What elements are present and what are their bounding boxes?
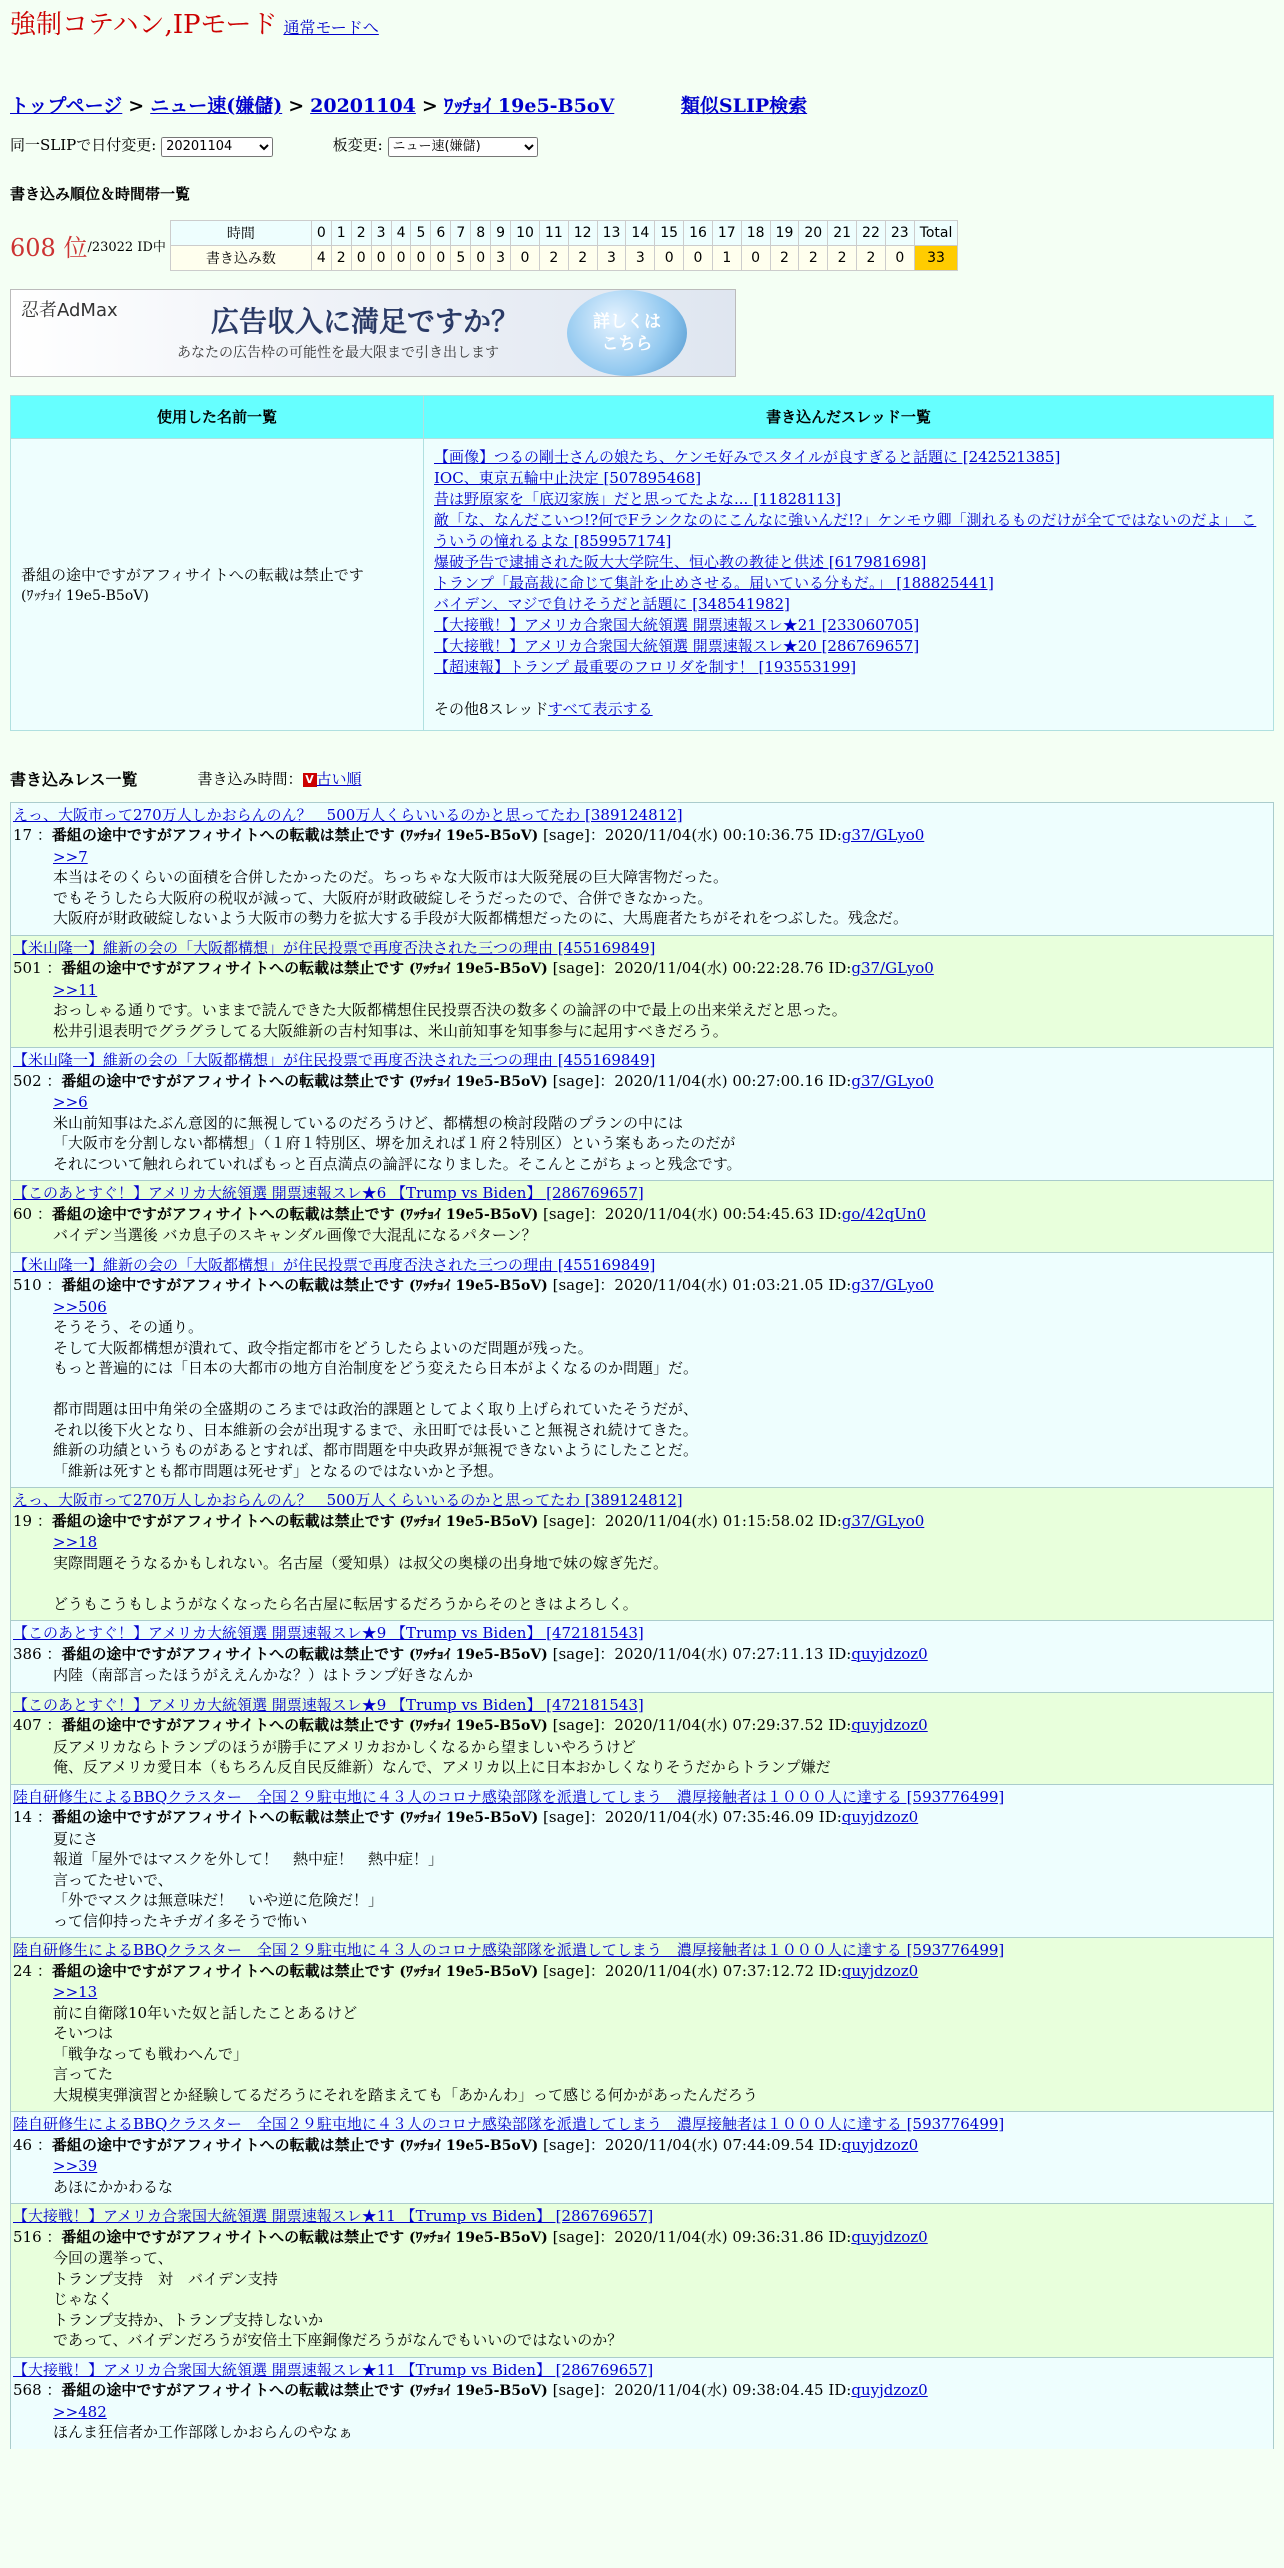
post-number: 516 — [13, 2227, 42, 2246]
post-id-link[interactable]: quyjdzoz0 — [851, 2227, 928, 2246]
post-meta: 24 ：番組の途中ですがアフィサイトへの転載は禁止です (ﾜｯﾁｮｲ 19e5-B5oV) [sage]：2020/11/04(水) 07:37:12.72 ID:quyjdzoz0 — [13, 1961, 919, 1980]
hour-cell: 12 — [568, 220, 597, 245]
post-line: それについて触れられていればもっと百点満点の論評になりました。そこんとこがちょっと残念です。 — [53, 1154, 742, 1173]
thread-list — [434, 447, 1263, 678]
post-info: [sage]：2020/11/04(水) 01:03:21.05 ID: — [552, 1276, 852, 1294]
post-name: 番組の途中ですがアフィサイトへの転載は禁止です — [51, 1204, 395, 1223]
post-body — [53, 1225, 1271, 1246]
post-line: 「維新は死すとも都市問題は死せず」となるのではないかと予想。 — [53, 1461, 504, 1480]
hourly-table — [170, 220, 959, 271]
post-anchor-link[interactable]: >>6 — [53, 1093, 88, 1111]
posts-list — [10, 802, 1274, 2449]
mode-header — [10, 0, 1274, 45]
breadcrumb-board[interactable]: ニュー速(嫌儲) — [150, 95, 283, 117]
name-cell — [11, 438, 424, 730]
sort-order — [198, 768, 362, 789]
post-line: 前に自衛隊10年いた奴と話したことあるけど — [53, 2003, 358, 2022]
post-line: 維新の功績というものがあるとすれば、都市問題を中央政界が無視できないようにしたことだ。 — [53, 1441, 699, 1459]
post-thread-link[interactable]: えっ、大阪市って270万人しかおらんのん？ 500万人くらいいるのかと思ってたわ [389124812] — [13, 1491, 683, 1509]
post-info: [sage]：2020/11/04(水) 00:22:28.76 ID: — [552, 959, 852, 977]
used-name-trip: (ﾜｯﾁｮｲ 19e5-B5oV) — [21, 587, 149, 604]
post-body — [53, 847, 1271, 929]
post-meta: 19 ：番組の途中ですがアフィサイトへの転載は禁止です (ﾜｯﾁｮｲ 19e5-B5oV) [sage]：2020/11/04(水) 01:15:58.02 ID:g37/GLyo0 — [13, 1511, 925, 1530]
rank-total: /23022 ID中 — [87, 239, 166, 255]
post-line: 松井引退表明でグラグラしてる大阪維新の吉村知事は、米山前知事を知事参与に起用すべきだろう。 — [53, 1021, 728, 1040]
ranking-block — [10, 220, 1274, 271]
post-anchor-link[interactable]: >>11 — [53, 980, 98, 999]
mode-title: 強制コテハン,IPモード — [10, 10, 278, 40]
count-cell: 0 — [431, 245, 451, 270]
post-name: 番組の途中ですがアフィサイトへの転載は禁止です — [61, 959, 405, 977]
post-info: [sage]：2020/11/04(水) 09:36:31.86 ID: — [552, 2227, 852, 2246]
hour-cell: 6 — [431, 220, 451, 245]
post-item — [10, 935, 1274, 1048]
date-change-label: 同一SLIPで日付変更: — [10, 136, 157, 154]
post-id-link[interactable]: quyjdzoz0 — [841, 2135, 919, 2154]
post-info: [sage]：2020/11/04(水) 00:10:36.75 ID: — [543, 826, 842, 844]
post-number: 46 — [13, 2135, 33, 2154]
post-line: 都市問題は田中角栄の全盛期のころまでは政治的課題としてよく取り上げられていたそうだが、 — [53, 1400, 699, 1418]
post-trip: (ﾜｯﾁｮｲ 19e5-B5oV) — [399, 828, 539, 844]
post-body — [53, 1665, 1271, 1686]
post-trip: (ﾜｯﾁｮｲ 19e5-B5oV) — [399, 1206, 539, 1223]
ranking-heading: 書き込み順位＆時間帯一覧 — [10, 184, 191, 203]
count-cell: 2 — [770, 245, 799, 270]
post-thread-link[interactable]: 【このあとすぐ！】アメリカ大統領選 開票速報スレ★9 【Trump vs Biden】 [472181543] — [13, 1695, 644, 1714]
post-line: 「外でマスクは無意味だ！ いや逆に危険だ！」 — [53, 1891, 384, 1909]
post-id-link[interactable]: quyjdzoz0 — [841, 1961, 919, 1980]
hour-cell: 17 — [712, 220, 741, 245]
post-id-link[interactable]: g37/GLyo0 — [851, 1071, 934, 1090]
post-trip: (ﾜｯﾁｮｲ 19e5-B5oV) — [399, 1963, 539, 1980]
ad-details-button[interactable] — [567, 290, 687, 376]
post-item — [10, 2111, 1274, 2203]
post-line: トランプ支持 対 バイデン支持 — [53, 2269, 278, 2288]
count-cell: 0 — [471, 245, 491, 270]
post-body — [53, 1829, 1271, 1932]
ad-subtext: あなたの広告枠の可能性を最大限まで引き出します — [177, 344, 499, 361]
post-trip: (ﾜｯﾁｮｲ 19e5-B5oV) — [408, 961, 548, 977]
post-id-link[interactable]: quyjdzoz0 — [851, 1716, 928, 1734]
count-cell: 3 — [491, 245, 511, 270]
post-name: 番組の途中ですがアフィサイトへの転載は禁止です — [61, 2227, 405, 2246]
more-threads-count: その他8スレッド — [434, 699, 548, 718]
hour-cell: 11 — [539, 220, 568, 245]
post-body — [53, 1737, 1271, 1778]
post-line: おっしゃる通りです。いままで読んできた大阪都構想住民投票否決の数多くの論評の中で最上の出来栄えだと思った。 — [53, 1001, 847, 1019]
count-cell: 0 — [371, 245, 391, 270]
post-line: 言ってたせいで、 — [53, 1870, 173, 1889]
count-cell: 3 — [597, 245, 626, 270]
hour-cell: 15 — [655, 220, 684, 245]
post-body — [53, 2156, 1271, 2197]
post-number: 386 — [13, 1644, 42, 1663]
sort-down-icon[interactable]: V — [303, 773, 317, 787]
post-meta: 17 ：番組の途中ですがアフィサイトへの転載は禁止です (ﾜｯﾁｮｲ 19e5-B5oV) [sage]：2020/11/04(水) 00:10:36.75 ID:g37/GLyo0 — [13, 826, 925, 844]
post-id-link[interactable]: quyjdzoz0 — [851, 1644, 928, 1663]
ad-headline: 広告収入に満足ですか？ — [211, 304, 520, 338]
time-label: 時間 — [170, 220, 311, 245]
post-line: であって、バイデンだろうが安倍土下座銅像だろうがなんでもいいのではないのか？ — [53, 2331, 623, 2349]
post-line: 報道「屋外ではマスクを外して！ 熱中症！ 熱中症！」 — [53, 1850, 444, 1868]
post-meta: 386 ：番組の途中ですがアフィサイトへの転載は禁止です (ﾜｯﾁｮｲ 19e5-B5oV) [sage]：2020/11/04(水) 07:27:11.13 ID:quyjdzoz0 — [13, 1644, 928, 1663]
thread-link[interactable]: 【大接戦！】アメリカ合衆国大統領選 開票速報スレ★20 [286769657] — [434, 636, 920, 655]
post-line: 米山前知事はたぶん意図的に無視しているのだろうけど、都構想の検討段階のプランの中には — [53, 1113, 684, 1132]
post-item — [10, 2357, 1274, 2449]
post-thread-link[interactable]: 陸自研修生によるBBQクラスター 全国２９駐屯地に４３人のコロナ感染部隊を派遣してしまう 濃厚接触者は１０００人に達する [593776499] — [13, 2115, 1005, 2133]
post-item — [10, 1692, 1274, 1784]
post-body — [53, 2248, 1271, 2351]
rank-cell — [10, 220, 170, 271]
post-item — [10, 1937, 1274, 2111]
ad-details-label: 詳しくは こちら — [593, 311, 661, 354]
count-cell: 1 — [712, 245, 741, 270]
post-number: 501 — [13, 959, 42, 977]
post-meta: 568 ：番組の途中ですがアフィサイトへの転載は禁止です (ﾜｯﾁｮｲ 19e5-B5oV) [sage]：2020/11/04(水) 09:38:04.45 ID:quyjdzoz0 — [13, 2381, 928, 2399]
post-trip: (ﾜｯﾁｮｲ 19e5-B5oV) — [399, 1513, 539, 1530]
post-id-link[interactable]: g37/GLyo0 — [841, 826, 925, 844]
post-line: そうそう、その通り。 — [53, 1318, 204, 1336]
hour-cell: 20 — [799, 220, 828, 245]
post-trip: (ﾜｯﾁｮｲ 19e5-B5oV) — [408, 1718, 548, 1734]
count-cell: 0 — [391, 245, 411, 270]
threads-cell — [424, 438, 1274, 730]
post-trip: (ﾜｯﾁｮｲ 19e5-B5oV) — [408, 1073, 548, 1090]
hour-cell: 3 — [371, 220, 391, 245]
post-number: 24 — [13, 1961, 33, 1980]
post-line: でもそうしたら大阪府の税収が減って、大阪府が財政破綻しそうだったので、合併できなかった。 — [53, 888, 713, 907]
hour-cell: 23 — [885, 220, 914, 245]
sort-oldest-link[interactable]: 古い順 — [316, 769, 362, 788]
post-info: [sage]：2020/11/04(水) 09:38:04.45 ID: — [552, 2381, 852, 2399]
post-number: 60 — [13, 1204, 33, 1223]
ad-banner[interactable] — [10, 289, 736, 377]
count-cell: 0 — [511, 245, 540, 270]
post-item — [10, 1784, 1274, 1938]
count-cell: 33 — [914, 245, 958, 270]
post-number: 568 — [13, 2381, 42, 2399]
post-meta: 510 ：番組の途中ですがアフィサイトへの転載は禁止です (ﾜｯﾁｮｲ 19e5-B5oV) [sage]：2020/11/04(水) 01:03:21.05 ID:g37/GLyo0 — [13, 1276, 934, 1294]
post-body — [53, 1982, 1271, 2105]
thread-link[interactable]: 【超速報】トランプ 最重要のフロリダを制す！ [193553199] — [434, 657, 857, 676]
count-cell: 0 — [351, 245, 371, 270]
post-line: 大阪府が財政破綻しないよう大阪市の勢力を拡大する手段が大阪都構想だったのに、大馬鹿者たちがそれをつぶした。残念だ。 — [53, 909, 909, 927]
post-name: 番組の途中ですがアフィサイトへの転載は禁止です — [61, 1276, 405, 1294]
thread-link[interactable]: バイデン、マジで負けそうだと話題に [348541982] — [434, 594, 790, 613]
post-item — [10, 1620, 1274, 1692]
post-name: 番組の途中ですがアフィサイトへの転載は禁止です — [51, 1808, 395, 1826]
post-line: 大規模実弾演習とか経験してるだろうにそれを踏まえても「あかんわ」って感じる何かがあったんだろう — [53, 2085, 758, 2104]
post-id-link[interactable]: go/42qUn0 — [841, 1204, 927, 1223]
post-number: 17 — [13, 826, 33, 844]
thread-link[interactable]: 敵「な、なんだこいつ!?何でFランクなのにこんなに強いんだ!?」ケンモウ卿「測れるものだけが全てではないのだよ」 こういうの憧れるよな [859957174] — [434, 510, 1257, 550]
post-info: [sage]：2020/11/04(水) 00:27:00.16 ID: — [552, 1071, 852, 1090]
thread-link[interactable]: 【大接戦！】アメリカ合衆国大統領選 開票速報スレ★21 [233060705] — [434, 615, 920, 634]
hour-cell: 21 — [828, 220, 857, 245]
post-trip: (ﾜｯﾁｮｲ 19e5-B5oV) — [399, 1810, 539, 1826]
post-id-link[interactable]: g37/GLyo0 — [851, 1276, 934, 1294]
post-item — [10, 2203, 1274, 2357]
count-cell: 4 — [311, 245, 331, 270]
hour-cell: 10 — [511, 220, 540, 245]
post-number: 19 — [13, 1511, 33, 1530]
post-thread-link[interactable]: えっ、大阪市って270万人しかおらんのん？ 500万人くらいいるのかと思ってたわ [389124812] — [13, 805, 683, 824]
hour-cell: 9 — [491, 220, 511, 245]
hour-cell: Total — [914, 220, 958, 245]
post-body — [53, 2402, 1271, 2443]
post-number: 502 — [13, 1071, 42, 1090]
post-name: 番組の途中ですがアフィサイトへの転載は禁止です — [51, 1511, 395, 1530]
post-line: あほにかかわるな — [53, 2177, 174, 2196]
similar-slip-search-link[interactable]: 類似SLIP検索 — [680, 95, 808, 117]
post-id-link[interactable]: g37/GLyo0 — [841, 1511, 925, 1530]
used-name: 番組の途中ですがアフィサイトへの転載は禁止です — [21, 565, 364, 584]
post-item — [10, 1487, 1274, 1620]
count-cell: 3 — [626, 245, 655, 270]
post-line: 「大阪市を分割しない都構想」（１府１特別区、堺を加えれば１府２特別区）という案もあったのだが — [53, 1134, 736, 1152]
rank-value: 608 位 — [10, 233, 88, 262]
post-line: もっと普遍的には「日本の大都市の地方自治制度をどう変えたら日本がよくなるのか問題」だ。 — [53, 1359, 699, 1377]
post-name: 番組の途中ですがアフィサイトへの転載は禁止です — [51, 1961, 395, 1980]
normal-mode-link[interactable]: 通常モードへ — [283, 18, 379, 37]
post-thread-link[interactable]: 【大接戦！】アメリカ合衆国大統領選 開票速報スレ★11 【Trump vs Biden】 [286769657] — [13, 2360, 654, 2379]
post-line: ほんま狂信者か工作部隊しかおらんのやなぁ — [53, 2423, 354, 2441]
date-select[interactable] — [161, 137, 273, 157]
count-cell: 0 — [411, 245, 431, 270]
post-meta: 516 ：番組の途中ですがアフィサイトへの転載は禁止です (ﾜｯﾁｮｲ 19e5-B5oV) [sage]：2020/11/04(水) 09:36:31.86 ID:quyjdzoz0 — [13, 2227, 928, 2246]
post-trip: (ﾜｯﾁｮｲ 19e5-B5oV) — [408, 2229, 548, 2246]
post-item — [10, 1180, 1274, 1252]
post-line: 内陸（南部言ったほうがええんかな？）はトランプ好きなんか — [53, 1666, 474, 1684]
post-line: バイデン当選後 バカ息子のスキャンダル画像で大混乱になるパターン？ — [53, 1226, 537, 1244]
post-info: [sage]：2020/11/04(水) 00:54:45.63 ID: — [543, 1204, 842, 1223]
post-line: 「戦争なっても戦わへんで」 — [53, 2044, 249, 2063]
post-info: [sage]：2020/11/04(水) 07:29:37.52 ID: — [552, 1716, 852, 1734]
more-threads — [434, 699, 1263, 720]
hour-cell: 0 — [311, 220, 331, 245]
hour-cell: 18 — [741, 220, 770, 245]
breadcrumb — [10, 91, 1274, 118]
post-line: 言ってた — [53, 2065, 114, 2083]
post-info: [sage]：2020/11/04(水) 07:35:46.09 ID: — [543, 1808, 842, 1826]
posts-heading: 書き込みレス一覧 — [10, 769, 138, 789]
post-info: [sage]：2020/11/04(水) 07:27:11.13 ID: — [552, 1644, 852, 1663]
hour-cell: 4 — [391, 220, 411, 245]
post-trip: (ﾜｯﾁｮｲ 19e5-B5oV) — [399, 2137, 539, 2154]
post-info: [sage]：2020/11/04(水) 07:37:12.72 ID: — [543, 1961, 842, 1980]
post-trip: (ﾜｯﾁｮｲ 19e5-B5oV) — [408, 1278, 548, 1294]
thread-link[interactable]: トランプ「最高裁に命じて集計を止めさせる。届いている分もだ。」 [188825441] — [434, 573, 994, 592]
count-cell: 0 — [684, 245, 713, 270]
post-line: 俺、反アメリカ愛日本（もちろん反自民反維新）なんで、アメリカ以上に日本おかしくなりそうだからトランプ嫌だ — [53, 1758, 831, 1776]
post-name: 番組の途中ですがアフィサイトへの転載は禁止です — [51, 2135, 395, 2154]
post-number: 510 — [13, 1276, 42, 1294]
post-line: そいつは — [53, 2024, 114, 2042]
post-info: [sage]：2020/11/04(水) 07:44:09.54 ID: — [543, 2135, 842, 2154]
breadcrumb-separator: > — [421, 95, 438, 117]
post-thread-link[interactable]: 陸自研修生によるBBQクラスター 全国２９駐屯地に４３人のコロナ感染部隊を派遣してしまう 濃厚接触者は１０００人に達する [593776499] — [13, 1787, 1005, 1806]
count-cell: 5 — [451, 245, 471, 270]
post-line: って信仰持ったキチガイ多そうで怖い — [53, 1911, 308, 1930]
count-cell: 2 — [828, 245, 857, 270]
post-name: 番組の途中ですがアフィサイトへの転載は禁止です — [61, 1071, 405, 1090]
count-cell: 2 — [568, 245, 597, 270]
post-item — [10, 802, 1274, 935]
post-id-link[interactable]: quyjdzoz0 — [851, 2381, 928, 2399]
breadcrumb-date[interactable]: 20201104 — [310, 95, 416, 117]
post-line: どうもこうもしようがなくなったら名古屋に転居するだろうからそのときはよろしく。 — [53, 1594, 638, 1613]
post-anchor-link[interactable]: >>7 — [53, 847, 88, 866]
post-line: それ以後下火となり、日本維新の会が出現するまで、永田町では長いこと無視され続けてきた。 — [53, 1420, 698, 1439]
select-row — [10, 134, 1274, 157]
hours-row — [170, 220, 958, 245]
breadcrumb-top[interactable]: トップページ — [10, 95, 123, 117]
post-line: そして大阪都構想が潰れて、政令指定都市をどうしたらよいのだ問題が残った。 — [53, 1338, 593, 1357]
thread-link[interactable]: 【画像】つるの剛士さんの娘たち、ケンモ好みでスタイルが良すぎると話題に [242521385] — [434, 447, 1061, 466]
hour-cell: 13 — [597, 220, 626, 245]
post-meta: 501 ：番組の途中ですがアフィサイトへの転載は禁止です (ﾜｯﾁｮｲ 19e5-B5oV) [sage]：2020/11/04(水) 00:22:28.76 ID:g37/GLyo0 — [13, 959, 934, 977]
post-item — [10, 1252, 1274, 1488]
post-meta: 60 ：番組の途中ですがアフィサイトへの転載は禁止です (ﾜｯﾁｮｲ 19e5-B5oV) [sage]：2020/11/04(水) 00:54:45.63 ID:go/42qUn0 — [13, 1204, 927, 1223]
thread-link[interactable]: 爆破予告で逮捕された阪大大学院生、恒心教の教徒と供述 [617981698] — [434, 552, 927, 571]
post-anchor-link[interactable]: >>18 — [53, 1533, 98, 1551]
count-cell: 0 — [885, 245, 914, 270]
posts-header — [10, 767, 1274, 790]
post-thread-link[interactable]: 【このあとすぐ！】アメリカ大統領選 開票速報スレ★9 【Trump vs Biden】 [472181543] — [13, 1624, 644, 1642]
post-thread-link[interactable]: 【米山隆一】維新の会の「大阪都構想」が住民投票で再度否決された三つの理由 [455169849] — [13, 938, 656, 957]
show-all-threads-link[interactable]: すべて表示する — [547, 699, 653, 718]
threads-column-header: 書き込んだスレッド一覧 — [424, 395, 1274, 438]
thread-link[interactable]: IOC、東京五輪中止決定 [507895468] — [434, 468, 702, 487]
count-cell: 2 — [539, 245, 568, 270]
post-info: [sage]：2020/11/04(水) 01:15:58.02 ID: — [543, 1511, 842, 1530]
count-cell: 2 — [331, 245, 351, 270]
breadcrumb-separator: > — [288, 95, 305, 117]
post-line — [53, 1573, 1271, 1594]
count-label: 書き込み数 — [170, 245, 311, 270]
post-item — [10, 1047, 1274, 1180]
post-meta: 46 ：番組の途中ですがアフィサイトへの転載は禁止です (ﾜｯﾁｮｲ 19e5-B5oV) [sage]：2020/11/04(水) 07:44:09.54 ID:quyjdzoz0 — [13, 2135, 919, 2154]
post-meta: 14 ：番組の途中ですがアフィサイトへの転載は禁止です (ﾜｯﾁｮｲ 19e5-B5oV) [sage]：2020/11/04(水) 07:35:46.09 ID:quyjdzoz0 — [13, 1808, 919, 1826]
post-meta: 407 ：番組の途中ですがアフィサイトへの転載は禁止です (ﾜｯﾁｮｲ 19e5-B5oV) [sage]：2020/11/04(水) 07:29:37.52 ID:quyjdzoz0 — [13, 1716, 928, 1734]
hour-cell: 1 — [331, 220, 351, 245]
count-cell: 0 — [741, 245, 770, 270]
count-cell: 2 — [799, 245, 828, 270]
post-line: 夏にさ — [53, 1829, 99, 1848]
hour-cell: 14 — [626, 220, 655, 245]
post-meta: 502 ：番組の途中ですがアフィサイトへの転載は禁止です (ﾜｯﾁｮｲ 19e5-B5oV) [sage]：2020/11/04(水) 00:27:00.16 ID:g37/GLyo0 — [13, 1071, 934, 1090]
post-line: 実際問題そうなるかもしれない。名古屋（愛知県）は叔父の奥様の出身地で妹の嫁ぎ先だ。 — [53, 1553, 669, 1572]
post-anchor-link[interactable]: >>39 — [53, 2157, 98, 2175]
post-line: 今回の選挙って、 — [53, 2249, 173, 2267]
post-name: 番組の途中ですがアフィサイトへの転載は禁止です — [61, 1716, 405, 1734]
post-name: 番組の途中ですがアフィサイトへの転載は禁止です — [51, 826, 395, 844]
post-thread-link[interactable]: 【米山隆一】維新の会の「大阪都構想」が住民投票で再度否決された三つの理由 [455169849] — [13, 1255, 656, 1274]
post-line: 本当はそのくらいの面積を合併したかったのだ。ちっちゃな大阪市は大阪発展の巨大障害物だった。 — [53, 868, 729, 886]
post-body — [53, 1092, 1271, 1174]
post-id-link[interactable]: quyjdzoz0 — [841, 1808, 919, 1826]
post-body — [53, 980, 1271, 1042]
post-id-link[interactable]: g37/GLyo0 — [851, 959, 934, 977]
post-body — [53, 1297, 1271, 1482]
sort-order-label: 書き込み時間： — [197, 769, 303, 788]
post-thread-link[interactable]: 【大接戦！】アメリカ合衆国大統領選 開票速報スレ★11 【Trump vs Biden】 [286769657] — [13, 2207, 654, 2225]
names-column-header: 使用した名前一覧 — [11, 395, 424, 438]
post-number: 14 — [13, 1808, 33, 1826]
count-cell: 2 — [857, 245, 886, 270]
post-line: 反アメリカならトランプのほうが勝手にアメリカおかしくなるから望ましいやろうけど — [53, 1737, 636, 1756]
hour-cell: 2 — [351, 220, 371, 245]
hour-cell: 22 — [857, 220, 886, 245]
post-line: じゃなく — [53, 2290, 114, 2308]
post-trip: (ﾜｯﾁｮｲ 19e5-B5oV) — [408, 2383, 548, 2399]
post-line — [53, 1379, 1271, 1400]
post-anchor-link[interactable]: >>13 — [53, 1983, 98, 2001]
names-table — [10, 395, 1274, 731]
thread-link[interactable]: 昔は野原家を「底辺家族」だと思ってたよな... [11828113] — [434, 489, 842, 508]
count-cell: 0 — [655, 245, 684, 270]
post-thread-link[interactable]: 陸自研修生によるBBQクラスター 全国２９駐屯地に４３人のコロナ感染部隊を派遣してしまう 濃厚接触者は１０００人に達する [593776499] — [13, 1941, 1005, 1959]
post-name: 番組の途中ですがアフィサイトへの転載は禁止です — [61, 1644, 405, 1663]
counts-row — [170, 245, 958, 270]
hour-cell: 19 — [770, 220, 799, 245]
post-line: トランプ支持か、トランプ支持しないか — [53, 2310, 324, 2329]
ad-brand-logo: 忍者AdMax — [21, 299, 118, 321]
hour-cell: 8 — [471, 220, 491, 245]
post-trip: (ﾜｯﾁｮｲ 19e5-B5oV) — [408, 1646, 548, 1663]
post-thread-link[interactable]: 【このあとすぐ！】アメリカ大統領選 開票速報スレ★6 【Trump vs Biden】 [286769657] — [13, 1184, 644, 1202]
post-anchor-link[interactable]: >>482 — [53, 2402, 107, 2421]
board-change-label: 板変更: — [332, 136, 383, 154]
post-name: 番組の途中ですがアフィサイトへの転載は禁止です — [61, 2381, 405, 2399]
post-anchor-link[interactable]: >>506 — [53, 1297, 107, 1316]
post-body — [53, 1532, 1271, 1614]
post-thread-link[interactable]: 【米山隆一】維新の会の「大阪都構想」が住民投票で再度否決された三つの理由 [455169849] — [13, 1051, 656, 1069]
breadcrumb-separator: > — [128, 95, 145, 117]
board-select[interactable] — [388, 137, 538, 157]
hour-cell: 7 — [451, 220, 471, 245]
hour-cell: 16 — [684, 220, 713, 245]
post-number: 407 — [13, 1716, 42, 1734]
hour-cell: 5 — [411, 220, 431, 245]
breadcrumb-slip[interactable]: ﾜｯﾁｮｲ 19e5-B5oV — [443, 95, 615, 117]
